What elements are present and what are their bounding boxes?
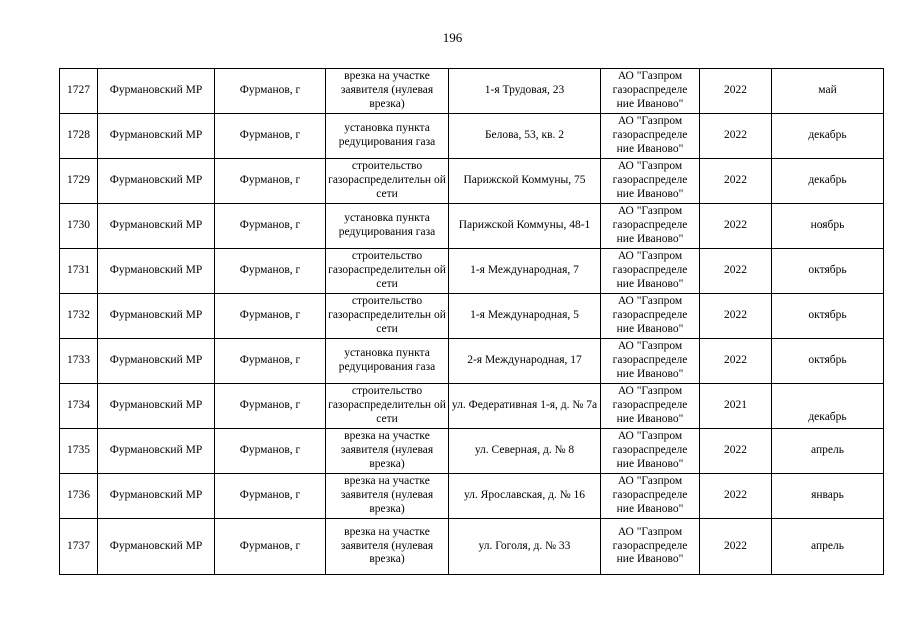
- work-type-cell: врезка на участке заявителя (нулевая врезка): [326, 519, 449, 575]
- table-row: [60, 429, 884, 474]
- address-cell: Парижской Коммуны, 48-1: [449, 204, 601, 249]
- year-cell: 2022: [700, 159, 772, 204]
- organization-cell: АО "Газпром газораспределе ние Иваново": [601, 519, 700, 575]
- district-cell: Фурмановский МР: [98, 69, 215, 114]
- city-cell: Фурманов, г: [215, 294, 326, 339]
- address-cell: 1-я Трудовая, 23: [449, 69, 601, 114]
- year-cell: 2022: [700, 204, 772, 249]
- district-cell: Фурмановский МР: [98, 474, 215, 519]
- address-cell: 2-я Международная, 17: [449, 339, 601, 384]
- month-cell: апрель: [772, 519, 884, 575]
- district-cell: Фурмановский МР: [98, 339, 215, 384]
- district-cell: Фурмановский МР: [98, 159, 215, 204]
- work-type-cell: строительство газораспределительн ой сети: [326, 249, 449, 294]
- organization-cell: АО "Газпром газораспределе ние Иваново": [601, 384, 700, 429]
- row-number-cell: 1734: [60, 384, 98, 429]
- month-cell: ноябрь: [772, 204, 884, 249]
- registry-table: [59, 68, 884, 575]
- work-type-cell: установка пункта редуцирования газа: [326, 114, 449, 159]
- year-cell: 2022: [700, 249, 772, 294]
- district-cell: Фурмановский МР: [98, 519, 215, 575]
- month-cell: апрель: [772, 429, 884, 474]
- year-cell: 2022: [700, 294, 772, 339]
- table-row: [60, 384, 884, 429]
- address-cell: ул. Северная, д. № 8: [449, 429, 601, 474]
- organization-cell: АО "Газпром газораспределе ние Иваново": [601, 69, 700, 114]
- address-cell: 1-я Международная, 5: [449, 294, 601, 339]
- month-cell: январь: [772, 474, 884, 519]
- year-cell: 2022: [700, 519, 772, 575]
- table-row: [60, 249, 884, 294]
- address-cell: ул. Ярославская, д. № 16: [449, 474, 601, 519]
- row-number-cell: 1730: [60, 204, 98, 249]
- month-cell: октябрь: [772, 249, 884, 294]
- city-cell: Фурманов, г: [215, 339, 326, 384]
- row-number-cell: 1729: [60, 159, 98, 204]
- city-cell: Фурманов, г: [215, 114, 326, 159]
- month-cell: декабрь: [772, 159, 884, 204]
- table-row: [60, 114, 884, 159]
- district-cell: Фурмановский МР: [98, 429, 215, 474]
- address-cell: ул. Гоголя, д. № 33: [449, 519, 601, 575]
- table-row: [60, 159, 884, 204]
- organization-cell: АО "Газпром газораспределе ние Иваново": [601, 429, 700, 474]
- row-number-cell: 1732: [60, 294, 98, 339]
- address-cell: ул. Федеративная 1-я, д. № 7а: [449, 384, 601, 429]
- address-cell: Парижской Коммуны, 75: [449, 159, 601, 204]
- address-cell: 1-я Международная, 7: [449, 249, 601, 294]
- organization-cell: АО "Газпром газораспределе ние Иваново": [601, 204, 700, 249]
- table-row: [60, 339, 884, 384]
- city-cell: Фурманов, г: [215, 429, 326, 474]
- district-cell: Фурмановский МР: [98, 204, 215, 249]
- year-cell: 2022: [700, 339, 772, 384]
- work-type-cell: строительство газораспределительн ой сети: [326, 384, 449, 429]
- work-type-cell: врезка на участке заявителя (нулевая врезка): [326, 69, 449, 114]
- district-cell: Фурмановский МР: [98, 114, 215, 159]
- work-type-cell: строительство газораспределительн ой сети: [326, 294, 449, 339]
- month-cell: октябрь: [772, 294, 884, 339]
- table-row: [60, 519, 884, 575]
- row-number-cell: 1733: [60, 339, 98, 384]
- table-row: [60, 69, 884, 114]
- organization-cell: АО "Газпром газораспределе ние Иваново": [601, 474, 700, 519]
- row-number-cell: 1728: [60, 114, 98, 159]
- year-cell: 2022: [700, 429, 772, 474]
- row-number-cell: 1735: [60, 429, 98, 474]
- year-cell: 2022: [700, 114, 772, 159]
- table-row: [60, 474, 884, 519]
- month-cell: декабрь: [772, 114, 884, 159]
- city-cell: Фурманов, г: [215, 384, 326, 429]
- table-body: [60, 69, 884, 575]
- row-number-cell: 1736: [60, 474, 98, 519]
- work-type-cell: врезка на участке заявителя (нулевая врезка): [326, 429, 449, 474]
- year-cell: 2022: [700, 474, 772, 519]
- district-cell: Фурмановский МР: [98, 249, 215, 294]
- organization-cell: АО "Газпром газораспределе ние Иваново": [601, 114, 700, 159]
- work-type-cell: установка пункта редуцирования газа: [326, 339, 449, 384]
- month-cell: май: [772, 69, 884, 114]
- organization-cell: АО "Газпром газораспределе ние Иваново": [601, 294, 700, 339]
- city-cell: Фурманов, г: [215, 519, 326, 575]
- district-cell: Фурмановский МР: [98, 294, 215, 339]
- address-cell: Белова, 53, кв. 2: [449, 114, 601, 159]
- city-cell: Фурманов, г: [215, 249, 326, 294]
- work-type-cell: строительство газораспределительн ой сети: [326, 159, 449, 204]
- city-cell: Фурманов, г: [215, 159, 326, 204]
- district-cell: Фурмановский МР: [98, 384, 215, 429]
- table-row: [60, 294, 884, 339]
- month-cell: октябрь: [772, 339, 884, 384]
- city-cell: Фурманов, г: [215, 69, 326, 114]
- work-type-cell: установка пункта редуцирования газа: [326, 204, 449, 249]
- organization-cell: АО "Газпром газораспределе ние Иваново": [601, 339, 700, 384]
- work-type-cell: врезка на участке заявителя (нулевая врезка): [326, 474, 449, 519]
- organization-cell: АО "Газпром газораспределе ние Иваново": [601, 249, 700, 294]
- page-number: 196: [442, 30, 463, 45]
- row-number-cell: 1737: [60, 519, 98, 575]
- table-row: [60, 204, 884, 249]
- city-cell: Фурманов, г: [215, 204, 326, 249]
- organization-cell: АО "Газпром газораспределе ние Иваново": [601, 159, 700, 204]
- row-number-cell: 1727: [60, 69, 98, 114]
- month-cell: декабрь: [772, 384, 884, 429]
- row-number-cell: 1731: [60, 249, 98, 294]
- city-cell: Фурманов, г: [215, 474, 326, 519]
- year-cell: 2022: [700, 69, 772, 114]
- year-cell: 2021: [700, 384, 772, 429]
